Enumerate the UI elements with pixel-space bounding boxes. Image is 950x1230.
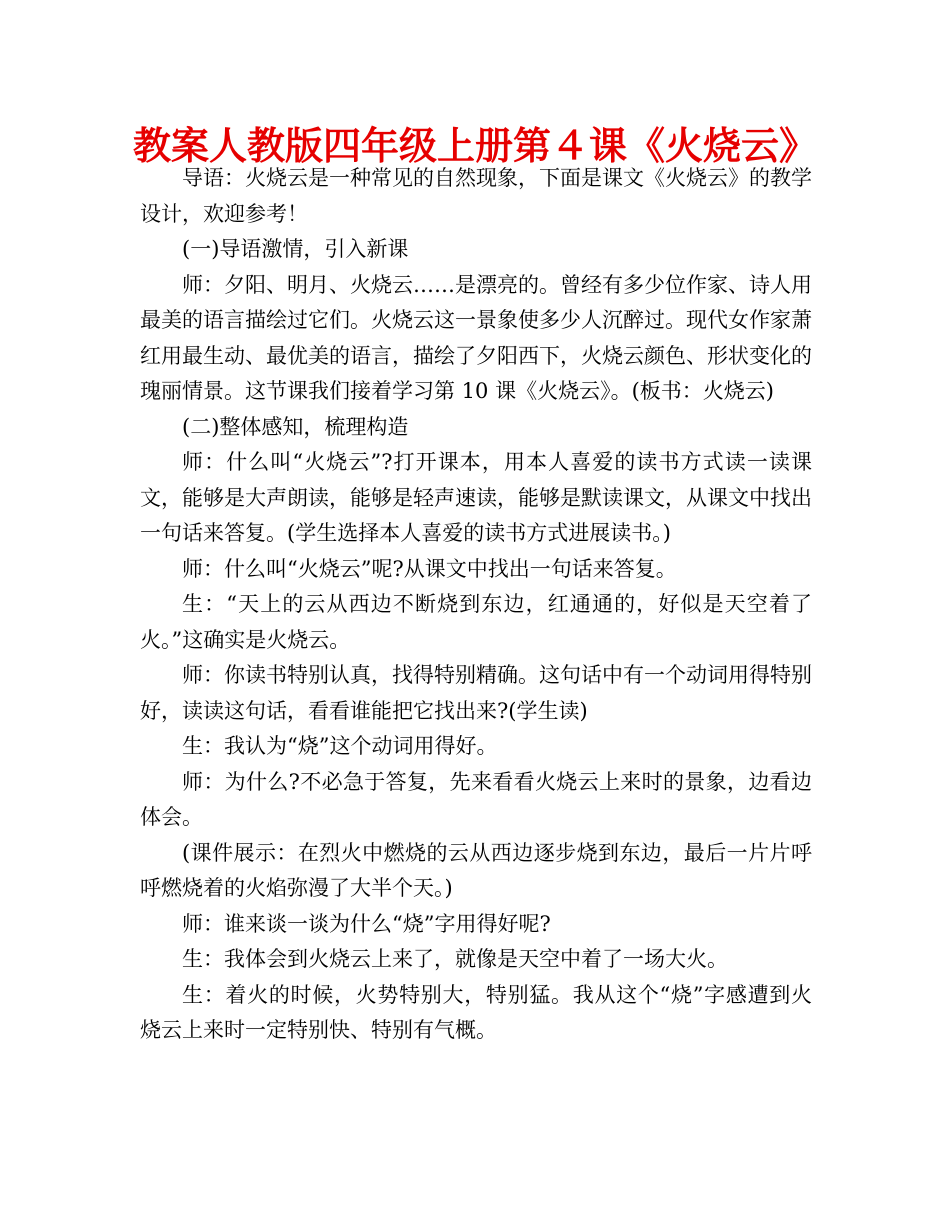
section-heading: (二)整体感知，梳理构造	[182, 414, 409, 439]
document-title: 教案人教版四年级上册第４课《火烧云》	[132, 124, 817, 168]
section-heading: (一)导语激情，引入新课	[182, 237, 409, 261]
paragraph: 师：你读书特别认真，找得特别精确。这句话中有一个动词用得特别好，读读这句话，看看谁能把它找出来?(学生读)	[140, 663, 812, 723]
paragraph: 师：夕阳、明月、火烧云……是漂亮的。曾经有多少位作家、诗人用最美的语言描绘过它们。火烧云这一景象使多少人沉醉过。现代女作家萧红用最生动、最优美的语言，描绘了夕阳西下，火烧云颜色、形状变化的瑰丽情景。这节课我们接着学习第 10 课《火烧云》。(板书：火烧云)	[140, 272, 812, 403]
paragraph: 生：我认为“烧”这个动词用得好。	[182, 734, 498, 758]
paragraph: (课件展示：在烈火中燃烧的云从西边逐步烧到东边，最后一片片呼呼燃烧着的火焰弥漫了大半个天。)	[140, 840, 812, 900]
paragraph: 师：什么叫“火烧云”呢?从课文中找出一句话来答复。	[182, 556, 677, 581]
paragraph: 生：“天上的云从西边不断烧到东边，红通通的，好似是天空着了火。”这确实是火烧云。	[140, 592, 812, 652]
paragraph: 生：着火的时候，火势特别大，特别猛。我从这个“烧”字感遭到火烧云上来时一定特别快、特别有气概。	[140, 982, 812, 1042]
paragraph: 师：谁来谈一谈为什么“烧”字用得好呢?	[182, 911, 551, 936]
document-body	[140, 161, 812, 1049]
paragraph: 导语：火烧云是一种常见的自然现象，下面是课文《火烧云》的教学设计，欢迎参考！	[140, 166, 812, 226]
paragraph: 师：什么叫“火烧云”?打开课本，用本人喜爱的读书方式读一读课文，能够是大声朗读，能够是轻声速读，能够是默读课文，从课文中找出一句话来答复。(学生选择本人喜爱的读书方式进展读书。)	[140, 450, 812, 545]
paragraph: 生：我体会到火烧云上来了，就像是天空中着了一场大火。	[182, 947, 728, 971]
paragraph: 师：为什么?不必急于答复，先来看看火烧云上来时的景象，边看边体会。	[140, 769, 812, 829]
